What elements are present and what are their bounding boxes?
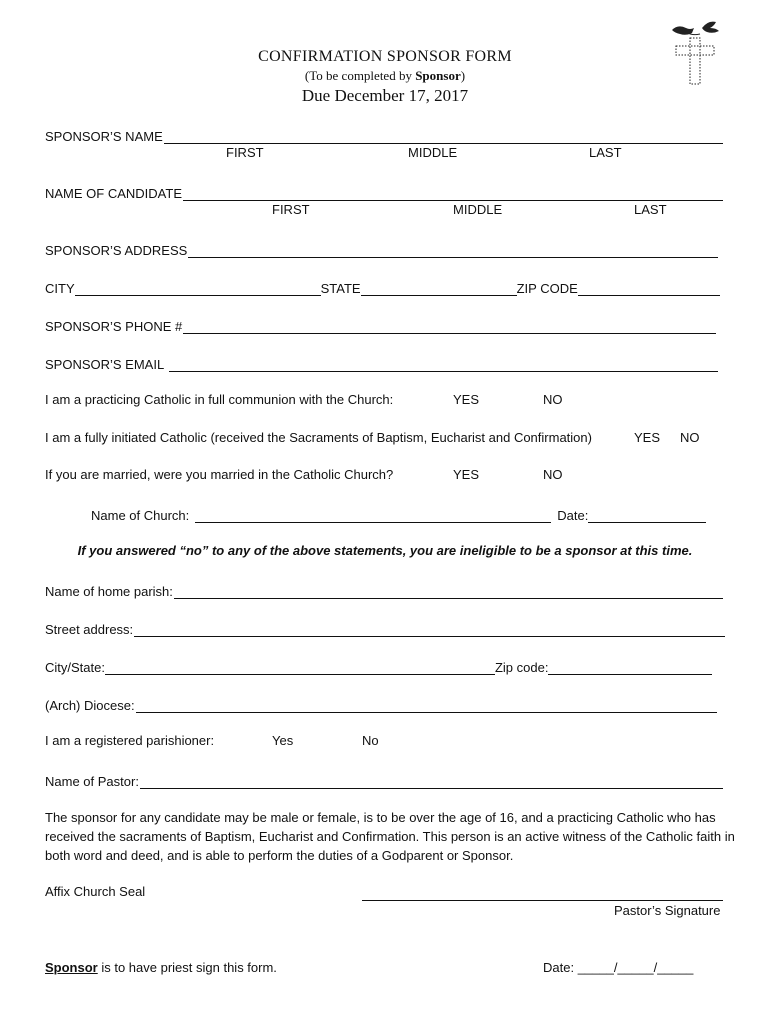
q1-no-option[interactable]: NO bbox=[543, 392, 563, 407]
subtitle-post: ) bbox=[460, 68, 466, 83]
q3-no-option[interactable]: NO bbox=[543, 467, 563, 482]
email-field[interactable] bbox=[169, 357, 718, 372]
candidate-name-row[interactable] bbox=[45, 183, 723, 201]
city-field[interactable] bbox=[75, 281, 321, 296]
question-fully-initiated: I am a fully initiated Catholic (received the Sacraments of Baptism, Eucharist and Confirmation) bbox=[45, 430, 592, 445]
sponsor-requirements-paragraph: The sponsor for any candidate may be male or female, is to be over the age of 16, and a practicing Catholic who has received the sacraments of Baptism, Eucharist and Confirmation. This person is an active witness of the Catholic faith in both word and deed, and is able to perform the duties of a Godparent or Sponsor. bbox=[45, 810, 735, 863]
church-date-field[interactable] bbox=[588, 508, 706, 523]
sponsor-first-label: FIRST bbox=[226, 145, 264, 160]
question-practicing-catholic: I am a practicing Catholic in full communion with the Church: bbox=[45, 392, 394, 407]
pastor-signature-field[interactable] bbox=[362, 884, 723, 901]
sponsor-middle-label: MIDDLE bbox=[408, 145, 458, 160]
subtitle-pre: (To be completed by bbox=[304, 68, 416, 83]
q2-yes-option[interactable]: YES bbox=[634, 430, 661, 445]
church-name-row[interactable] bbox=[91, 505, 706, 523]
pastor-signature-label: Pastor’s Signature bbox=[614, 903, 721, 918]
parish-zip-label: Zip code: bbox=[494, 660, 549, 675]
church-seal-label: Affix Church Seal bbox=[45, 884, 146, 899]
parish-zip-field[interactable] bbox=[548, 660, 712, 675]
pastor-name-row[interactable] bbox=[45, 771, 723, 789]
phone-label: SPONSOR’S PHONE # bbox=[45, 319, 183, 334]
candidate-name-label: NAME OF CANDIDATE bbox=[45, 186, 182, 201]
home-parish-row[interactable] bbox=[45, 581, 723, 599]
church-date-label: Date: bbox=[557, 508, 589, 523]
sponsor-address-label: SPONSOR’S ADDRESS bbox=[45, 243, 188, 258]
state-label: STATE bbox=[320, 281, 361, 296]
q2-no-option[interactable]: NO bbox=[680, 430, 700, 445]
sponsor-name-field[interactable] bbox=[164, 129, 723, 144]
sponsor-name-row[interactable] bbox=[45, 126, 723, 144]
diocese-label: (Arch) Diocese: bbox=[45, 698, 135, 713]
zip-field[interactable] bbox=[578, 281, 720, 296]
zip-label: ZIP CODE bbox=[516, 281, 578, 296]
sponsor-name-label: SPONSOR’S NAME bbox=[45, 129, 163, 144]
email-row[interactable] bbox=[45, 354, 718, 372]
footer-date-label: Date: bbox=[543, 960, 575, 975]
city-state-zip-row[interactable] bbox=[45, 278, 720, 296]
candidate-name-field[interactable] bbox=[183, 186, 723, 201]
candidate-first-label: FIRST bbox=[272, 202, 310, 217]
footer-sponsor-rest: is to have priest sign this form. bbox=[97, 960, 277, 975]
subtitle-bold: Sponsor bbox=[415, 68, 461, 83]
registered-parishioner-label: I am a registered parishioner: bbox=[45, 733, 215, 748]
question-married-catholic: If you are married, were you married in the Catholic Church? bbox=[45, 467, 394, 482]
form-title: CONFIRMATION SPONSOR FORM bbox=[258, 48, 512, 65]
ineligible-note: If you answered “no” to any of the above statements, you are ineligible to be a sponsor at this time. bbox=[77, 543, 693, 558]
sponsor-address-field[interactable] bbox=[188, 243, 718, 258]
footer-date[interactable] bbox=[543, 960, 693, 975]
street-address-label: Street address: bbox=[45, 622, 134, 637]
q1-yes-option[interactable]: YES bbox=[453, 392, 480, 407]
phone-field[interactable] bbox=[183, 319, 716, 334]
registered-yes-option[interactable]: Yes bbox=[272, 733, 294, 748]
home-parish-field[interactable] bbox=[174, 584, 723, 599]
church-name-field[interactable] bbox=[195, 508, 551, 523]
candidate-last-label: LAST bbox=[634, 202, 667, 217]
phone-row[interactable] bbox=[45, 316, 716, 334]
city-label: CITY bbox=[45, 281, 75, 296]
email-label: SPONSOR’S EMAIL bbox=[45, 357, 165, 372]
footer-instruction bbox=[45, 960, 277, 975]
candidate-middle-label: MIDDLE bbox=[453, 202, 503, 217]
street-address-field[interactable] bbox=[134, 622, 725, 637]
street-address-row[interactable] bbox=[45, 619, 725, 637]
diocese-field[interactable] bbox=[136, 698, 717, 713]
q3-yes-option[interactable]: YES bbox=[453, 467, 480, 482]
pastor-name-label: Name of Pastor: bbox=[45, 774, 139, 789]
parish-city-state-label: City/State: bbox=[45, 660, 105, 675]
form-subtitle bbox=[0, 68, 770, 84]
registered-no-option[interactable]: No bbox=[362, 733, 379, 748]
footer-date-field[interactable]: _____/_____/_____ bbox=[577, 960, 694, 975]
parish-city-state-field[interactable] bbox=[105, 660, 495, 675]
pastor-name-field[interactable] bbox=[140, 774, 723, 789]
footer-sponsor-bold: Sponsor bbox=[45, 960, 98, 975]
state-field[interactable] bbox=[361, 281, 517, 296]
home-parish-label: Name of home parish: bbox=[45, 584, 173, 599]
sponsor-last-label: LAST bbox=[589, 145, 622, 160]
parish-city-zip-row[interactable] bbox=[45, 657, 712, 675]
diocese-row[interactable] bbox=[45, 695, 717, 713]
church-name-label: Name of Church: bbox=[91, 508, 190, 523]
sponsor-address-row[interactable] bbox=[45, 240, 718, 258]
due-date: Due December 17, 2017 bbox=[301, 86, 469, 105]
